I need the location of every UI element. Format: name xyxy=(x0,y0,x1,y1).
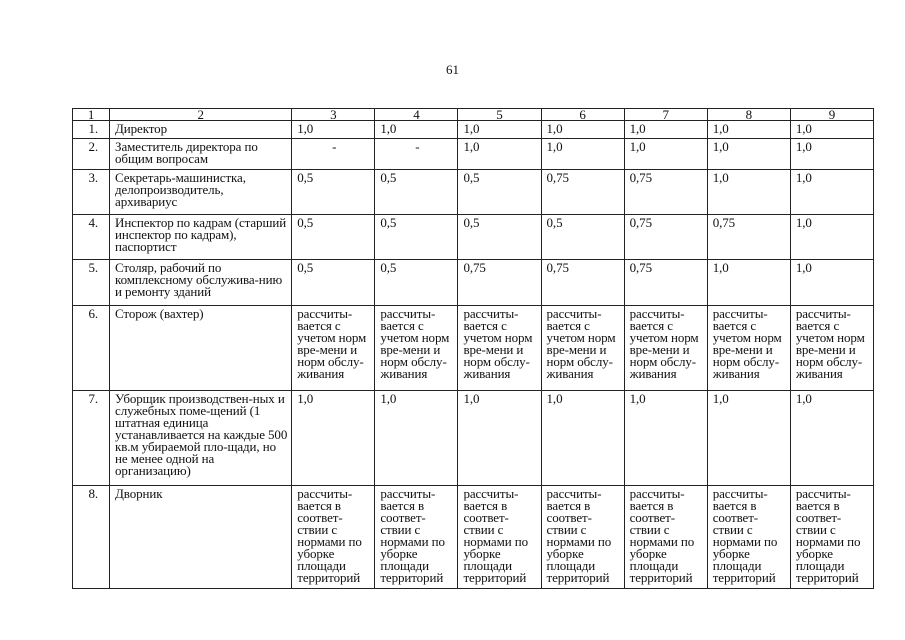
position-name: Директор xyxy=(110,121,292,139)
staffing-table xyxy=(72,108,874,589)
staff-norm-cell: рассчиты-вается с учетом норм вре-мени и норм обслу-живания xyxy=(541,306,624,391)
staff-norm-cell: 1,0 xyxy=(707,121,790,139)
table-row xyxy=(73,170,874,215)
row-number xyxy=(73,170,110,215)
staff-norm-cell: рассчиты-вается в соответ-ствии с нормами по уборке площади территорий xyxy=(541,486,624,589)
position-name: Секретарь-машинистка, делопроизводитель, архивариус xyxy=(110,170,292,215)
column-header-5: 5 xyxy=(458,109,541,121)
staff-norm-cell: 0,5 xyxy=(292,260,375,306)
table-row xyxy=(73,260,874,306)
staff-norm-cell: - xyxy=(375,139,458,170)
row-number xyxy=(73,215,110,260)
staff-norm-cell: рассчиты-вается с учетом норм вре-мени и норм обслу-живания xyxy=(624,306,707,391)
staff-norm-cell: 1,0 xyxy=(790,391,873,486)
staff-norm-cell: 1,0 xyxy=(707,170,790,215)
staff-norm-cell: рассчиты-вается в соответ-ствии с нормами по уборке площади территорий xyxy=(624,486,707,589)
column-header-1: 1 xyxy=(73,109,110,121)
row-number-text: 7. xyxy=(88,391,99,406)
column-header-9: 9 xyxy=(790,109,873,121)
staff-norm-cell: 1,0 xyxy=(790,215,873,260)
staff-norm-cell: 0,75 xyxy=(458,260,541,306)
row-number xyxy=(73,391,110,486)
row-number xyxy=(73,139,110,170)
staff-norm-cell: рассчиты-вается в соответ-ствии с нормами по уборке площади территорий xyxy=(458,486,541,589)
staff-norm-cell: рассчиты-вается с учетом норм вре-мени и норм обслу-живания xyxy=(292,306,375,391)
staff-norm-cell: 1,0 xyxy=(624,391,707,486)
row-number-text: 4. xyxy=(88,215,99,230)
column-header-6: 6 xyxy=(541,109,624,121)
staff-norm-cell: 0,75 xyxy=(541,260,624,306)
staff-norm-cell: рассчиты-вается в соответ-ствии с нормами по уборке площади территорий xyxy=(375,486,458,589)
staff-norm-cell: 1,0 xyxy=(707,391,790,486)
staff-norm-cell: 1,0 xyxy=(541,391,624,486)
staff-norm-cell: 1,0 xyxy=(458,391,541,486)
staff-norm-cell: 1,0 xyxy=(790,139,873,170)
row-number-text: 5. xyxy=(88,260,99,275)
staff-norm-cell: 0,5 xyxy=(375,170,458,215)
table-row xyxy=(73,486,874,589)
staff-norm-cell: 1,0 xyxy=(458,139,541,170)
staff-norm-cell: 1,0 xyxy=(541,139,624,170)
staff-norm-cell: рассчиты-вается с учетом норм вре-мени и норм обслу-живания xyxy=(375,306,458,391)
staff-norm-cell: 1,0 xyxy=(375,391,458,486)
staff-norm-cell: 0,75 xyxy=(541,170,624,215)
staff-norm-cell: 0,75 xyxy=(624,215,707,260)
staff-norm-cell: 1,0 xyxy=(707,260,790,306)
column-header-4: 4 xyxy=(375,109,458,121)
staff-norm-cell: 0,75 xyxy=(624,260,707,306)
row-number-text: 8. xyxy=(88,486,99,501)
staff-norm-cell: 1,0 xyxy=(458,121,541,139)
row-number xyxy=(73,121,110,139)
staff-norm-cell: рассчиты-вается с учетом норм вре-мени и норм обслу-живания xyxy=(790,306,873,391)
column-header-3: 3 xyxy=(292,109,375,121)
staff-norm-cell: 0,5 xyxy=(541,215,624,260)
position-name: Дворник xyxy=(110,486,292,589)
staff-norm-cell: - xyxy=(292,139,375,170)
column-header-7: 7 xyxy=(624,109,707,121)
table-header-row xyxy=(73,109,874,121)
staff-norm-cell: 0,5 xyxy=(292,215,375,260)
row-number-text: 3. xyxy=(88,170,99,185)
staff-norm-cell: рассчиты-вается с учетом норм вре-мени и норм обслу-живания xyxy=(458,306,541,391)
staff-norm-cell: 0,5 xyxy=(375,215,458,260)
position-name: Уборщик производствен-ных и служебных поме-щений (1 штатная единица устанавливается на каждые 500 кв.м убираемой пло-щади, но не менее одной на организацию) xyxy=(110,391,292,486)
row-number-text: 1. xyxy=(88,121,99,136)
staff-norm-cell: 1,0 xyxy=(541,121,624,139)
staff-norm-cell: 0,5 xyxy=(458,215,541,260)
row-number-text: 2. xyxy=(88,139,99,154)
position-name: Заместитель директора по общим вопросам xyxy=(110,139,292,170)
row-number xyxy=(73,486,110,589)
staff-norm-cell: 1,0 xyxy=(624,121,707,139)
position-name: Столяр, рабочий по комплексному обслужива-нию и ремонту зданий xyxy=(110,260,292,306)
table-row xyxy=(73,306,874,391)
table-row xyxy=(73,215,874,260)
staff-norm-cell: 0,75 xyxy=(624,170,707,215)
staff-norm-cell: 0,5 xyxy=(292,170,375,215)
position-name: Сторож (вахтер) xyxy=(110,306,292,391)
staff-norm-cell: 1,0 xyxy=(790,170,873,215)
staff-norm-cell: 1,0 xyxy=(790,121,873,139)
staff-norm-cell: 0,5 xyxy=(458,170,541,215)
staff-norm-cell: 0,75 xyxy=(707,215,790,260)
row-number xyxy=(73,306,110,391)
table-row xyxy=(73,121,874,139)
staff-norm-cell: 1,0 xyxy=(375,121,458,139)
staff-norm-cell: рассчиты-вается в соответ-ствии с нормами по уборке площади территорий xyxy=(707,486,790,589)
row-number xyxy=(73,260,110,306)
staff-norm-cell: 1,0 xyxy=(624,139,707,170)
page-number: 61 xyxy=(446,62,459,77)
position-name: Инспектор по кадрам (старший инспектор по кадрам), паспортист xyxy=(110,215,292,260)
staff-norm-cell: 1,0 xyxy=(292,121,375,139)
staff-norm-cell: 1,0 xyxy=(707,139,790,170)
staff-norm-cell: рассчиты-вается с учетом норм вре-мени и норм обслу-живания xyxy=(707,306,790,391)
column-header-2: 2 xyxy=(110,109,292,121)
staff-norm-cell: 1,0 xyxy=(790,260,873,306)
table-row xyxy=(73,139,874,170)
staff-norm-cell: рассчиты-вается в соответ-ствии с нормами по уборке площади территорий xyxy=(292,486,375,589)
staff-norm-cell: рассчиты-вается в соответ-ствии с нормами по уборке площади территорий xyxy=(790,486,873,589)
table-row xyxy=(73,391,874,486)
staff-norm-cell: 1,0 xyxy=(292,391,375,486)
column-header-8: 8 xyxy=(707,109,790,121)
staff-norm-cell: 0,5 xyxy=(375,260,458,306)
row-number-text: 6. xyxy=(88,306,99,321)
